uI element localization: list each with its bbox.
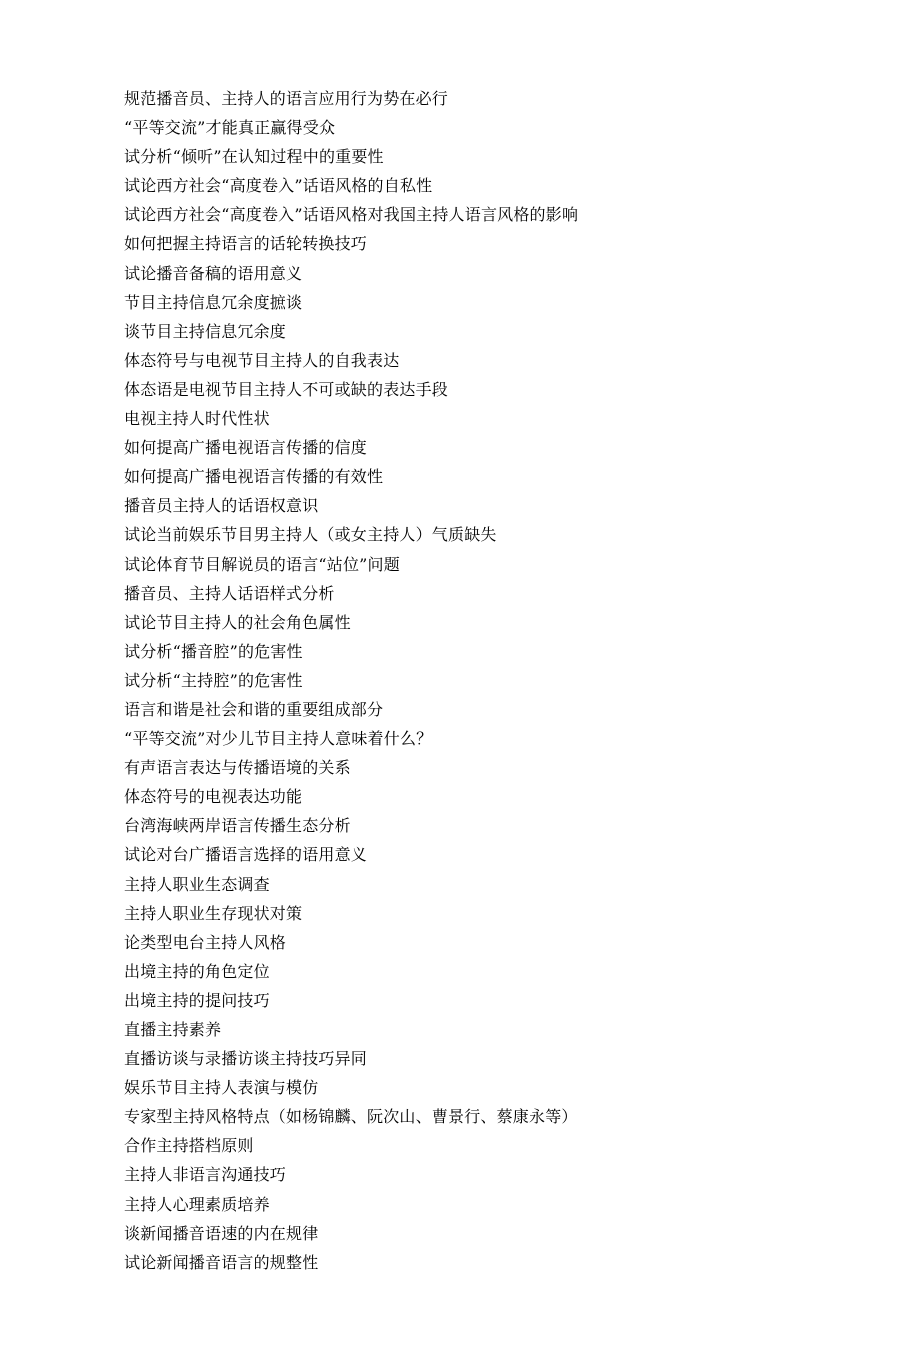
topic-item: 主持人非语言沟通技巧: [124, 1165, 287, 1185]
topic-item: 试论新闻播音语言的规整性: [124, 1252, 319, 1272]
topic-item: 有声语言表达与传播语境的关系: [124, 758, 351, 778]
topic-item: 试论西方社会“高度卷入”话语风格的自私性: [124, 176, 433, 196]
topic-item: 试分析“播音腔”的危害性: [124, 641, 303, 661]
topic-item: 出境主持的角色定位: [124, 961, 270, 981]
topic-item: 体态符号与电视节目主持人的自我表达: [124, 350, 400, 370]
topic-item: 节目主持信息冗余度摭谈: [124, 292, 303, 312]
topic-item: 试论体育节目解说员的语言“站位”问题: [124, 554, 400, 574]
topic-item: 出境主持的提问技巧: [124, 990, 270, 1010]
topic-item: 体态符号的电视表达功能: [124, 787, 303, 807]
topic-item: 如何把握主持语言的话轮转换技巧: [124, 234, 368, 254]
topic-item: 娱乐节目主持人表演与模仿: [124, 1078, 319, 1098]
topic-item: 播音员、主持人话语样式分析: [124, 583, 335, 603]
topic-item: 如何提高广播电视语言传播的有效性: [124, 467, 384, 487]
document-body: [124, 84, 884, 1277]
topic-item: 如何提高广播电视语言传播的信度: [124, 438, 368, 458]
topic-item: 试论对台广播语言选择的语用意义: [124, 845, 368, 865]
topic-item: 试论节目主持人的社会角色属性: [124, 612, 351, 632]
topic-item: 试分析“主持腔”的危害性: [124, 670, 303, 690]
topic-item: 谈节目主持信息冗余度: [124, 321, 287, 341]
topic-item: 主持人心理素质培养: [124, 1194, 270, 1214]
topic-item: 试论播音备稿的语用意义: [124, 263, 303, 283]
topic-item: 播音员主持人的话语权意识: [124, 496, 319, 516]
topic-item: 电视主持人时代性状: [124, 409, 270, 429]
topic-item: 合作主持搭档原则: [124, 1136, 254, 1156]
topic-item: 试分析“倾听”在认知过程中的重要性: [124, 147, 384, 167]
topic-item: 语言和谐是社会和谐的重要组成部分: [124, 699, 384, 719]
topic-item: 主持人职业生存现状对策: [124, 903, 303, 923]
topic-item: 直播主持素养: [124, 1020, 222, 1039]
topic-item: 主持人职业生态调查: [124, 874, 270, 894]
topic-item: 规范播音员、主持人的语言应用行为势在必行: [124, 89, 449, 108]
topic-item: 谈新闻播音语速的内在规律: [124, 1223, 319, 1243]
topic-item: 体态语是电视节目主持人不可或缺的表达手段: [124, 379, 449, 399]
topic-item: 试论当前娱乐节目男主持人（或女主持人）气质缺失: [124, 525, 497, 545]
topic-item: 台湾海峡两岸语言传播生态分析: [124, 816, 351, 836]
topic-item: 论类型电台主持人风格: [124, 932, 287, 952]
topic-list: [124, 84, 884, 1277]
topic-item: 专家型主持风格特点（如杨锦麟、阮次山、曹景行、蔡康永等）: [124, 1107, 578, 1127]
topic-item: “平等交流”才能真正赢得受众: [124, 118, 336, 138]
topic-item: 直播访谈与录播访谈主持技巧异同: [124, 1049, 368, 1069]
topic-item: 试论西方社会“高度卷入”话语风格对我国主持人语言风格的影响: [124, 205, 579, 225]
topic-item: “平等交流”对少儿节目主持人意味着什么？: [124, 729, 433, 749]
